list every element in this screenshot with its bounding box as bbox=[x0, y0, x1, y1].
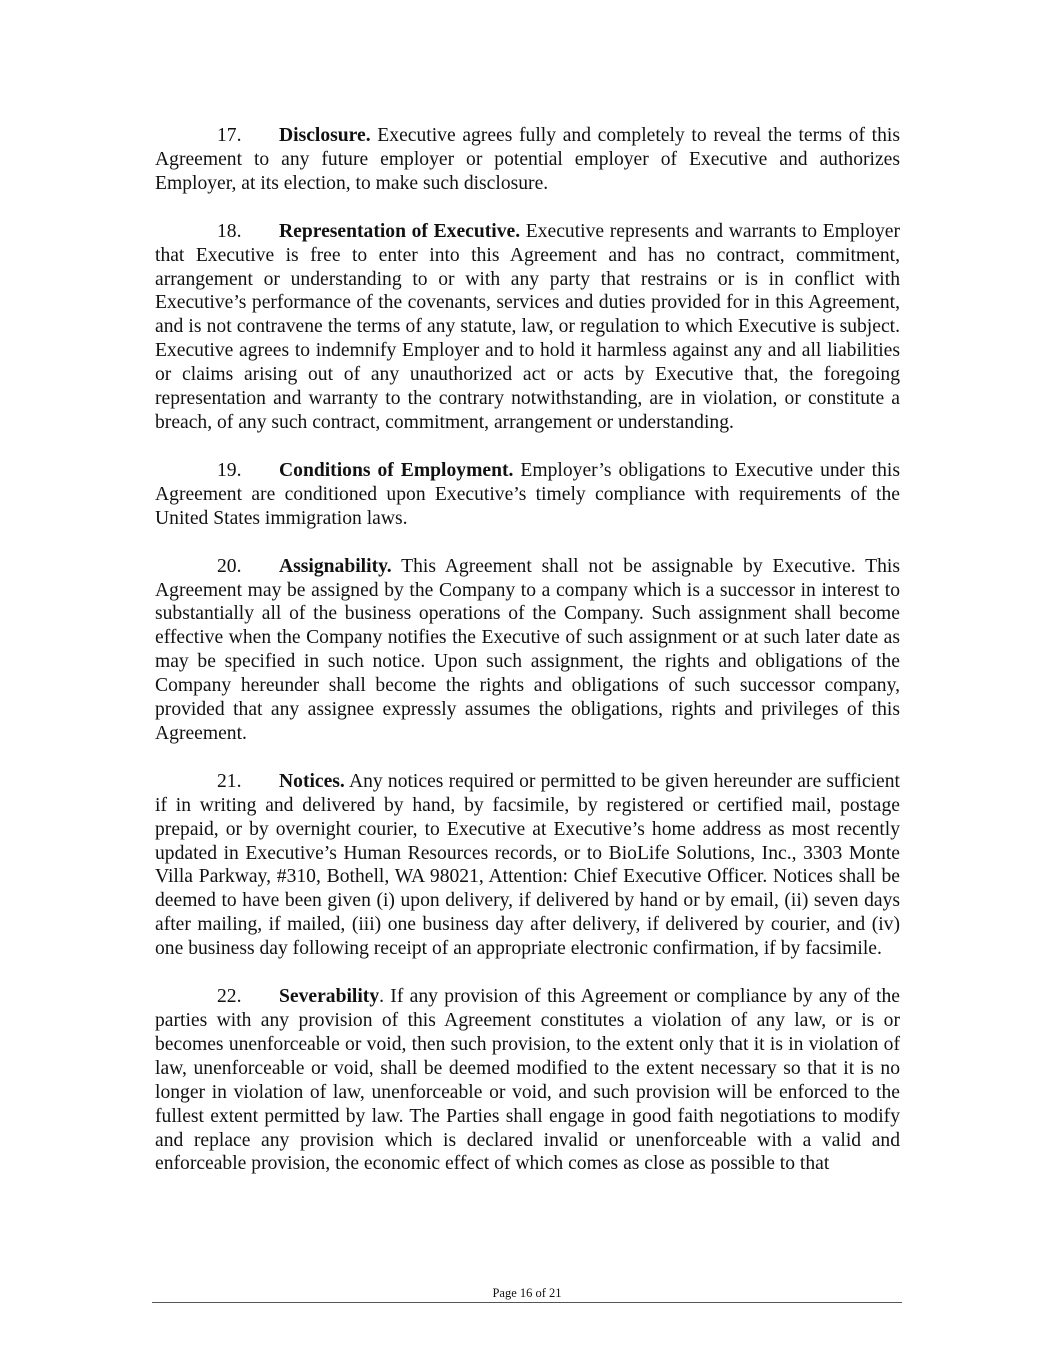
section-number: 20. bbox=[217, 555, 242, 577]
section-heading: Disclosure. bbox=[279, 125, 371, 146]
section-20 bbox=[155, 555, 900, 746]
section-heading: Notices. bbox=[279, 770, 345, 792]
page-footer bbox=[152, 1285, 902, 1303]
page-number-label: Page 16 of 21 bbox=[492, 1286, 562, 1300]
section-body: This Agreement shall not be assignable by Executive. This Agreement may be assigned by the Company to a company which is a successor in interest to substantially all of the business operations of the Company. Such assignment shall become effective when the Company notifies the Executive of such assignment or at such later date as may be specified in such notice. Upon such assignment, the rights and obligations of the Company hereunder shall become the rights and obligations of such successor company, provided that any assignee expressly assumes the obligations, rights and privileges of this Agreement. bbox=[155, 555, 900, 744]
section-number: 17. bbox=[217, 125, 242, 146]
document-page bbox=[155, 124, 900, 1200]
section-body: Executive agrees fully and completely to reveal the terms of this Agreement to any future employer or potential employer of Executive and authorizes Employer, at its election, to make such disclosure. bbox=[155, 125, 900, 194]
section-body: Executive represents and warrants to Employer that Executive is free to enter into this Agreement and has no contract, commitment, arrangement or understanding to or with any party that restrains or is in conflict with Executive’s performance of the covenants, services and duties provided for in this Agreement, and is not contravene the terms of any statute, law, or regulation to which Executive is subject. Executive agrees to indemnify Employer and to hold it harmless against any and all liabilities or claims arising out of any unauthorized act or acts by Executive that, the foregoing representation and warranty to the contrary notwithstanding, are in violation, or constitute a breach, of any such contract, commitment, arrangement or understanding. bbox=[155, 220, 900, 433]
section-heading: Assignability. bbox=[279, 555, 392, 577]
section-body: Any notices required or permitted to be given hereunder are sufficient if in writing and delivered by hand, by facsimile, by registered or certified mail, postage prepaid, or by overnight courier, to Executive at Executive’s home address as most recently updated in Executive’s Human Resources records, or to BioLife Solutions, Inc., 3303 Monte Villa Parkway, #310, Bothell, WA 98021, Attention: Chief Executive Officer. Notices shall be deemed to have been given (i) upon delivery, if delivered by hand or by email, (ii) seven days after mailing, if mailed, (iii) one business day after delivery, if delivered by courier, and (iv) one business day following receipt of an appropriate electronic confirmation, if by facsimile. bbox=[155, 770, 900, 960]
section-number: 21. bbox=[217, 770, 242, 792]
section-22 bbox=[155, 985, 900, 1176]
section-number: 19. bbox=[217, 459, 242, 481]
section-number: 18. bbox=[217, 220, 242, 242]
section-heading: Conditions of Employment. bbox=[279, 459, 514, 481]
section-18 bbox=[155, 220, 900, 435]
section-body: Employer’s obligations to Executive under this Agreement are conditioned upon Executive’s timely compliance with requirements of the United States immigration laws. bbox=[155, 459, 900, 529]
section-21 bbox=[155, 770, 900, 961]
section-17 bbox=[155, 124, 900, 196]
section-body: . If any provision of this Agreement or compliance by any of the parties with any provision of this Agreement constitutes a violation of any law, or is or becomes unenforceable or void, then such provision, to the extent only that it is in violation of law, unenforceable or void, shall be deemed modified to the extent necessary so that it is no longer in violation of law, unenforceable or void, and such provision will be enforced to the fullest extent permitted by law. The Parties shall engage in good faith negotiations to modify and replace any provision which is declared invalid or unenforceable with a valid and enforceable provision, the economic effect of which comes as close as possible to that bbox=[155, 986, 900, 1175]
section-heading: Representation of Executive. bbox=[279, 220, 521, 242]
section-number: 22. bbox=[217, 986, 242, 1008]
section-19 bbox=[155, 459, 900, 531]
section-heading: Severability bbox=[279, 986, 380, 1008]
